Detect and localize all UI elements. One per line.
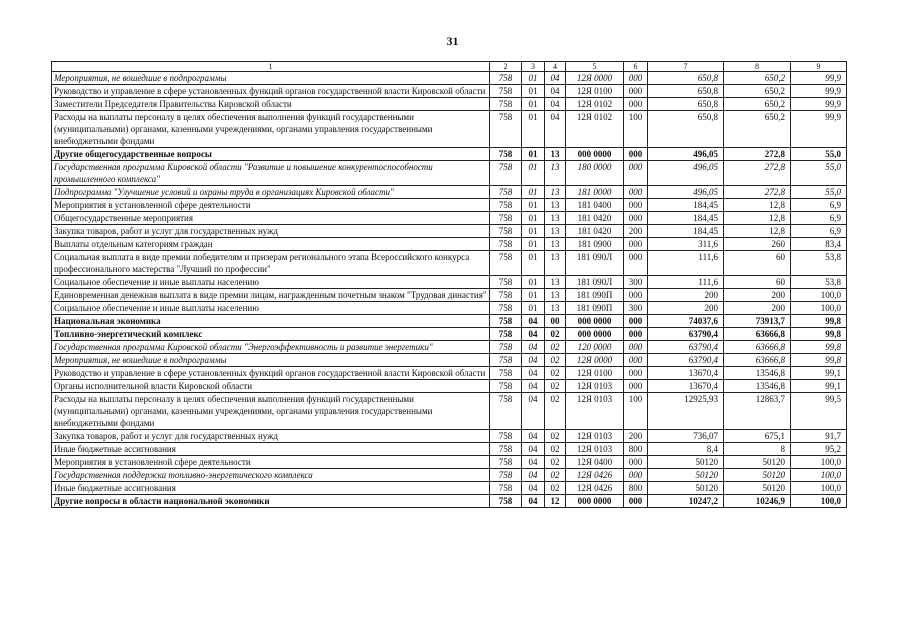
row-code-article: 12Я 0102 [566,111,624,148]
row-value-plan: 184,45 [648,212,724,225]
row-description: Выплаты отдельным категориям граждан [52,238,490,251]
table-row [52,302,847,315]
row-value-actual: 12,8 [724,199,791,212]
row-code-subsection: 02 [545,328,566,341]
row-value-actual: 12,8 [724,225,791,238]
row-code-ministry: 758 [490,354,522,367]
row-code-expense-type: 000 [624,380,648,393]
row-value-percent: 53,8 [791,276,847,289]
row-code-expense-type: 000 [624,212,648,225]
row-code-ministry: 758 [490,367,522,380]
row-code-ministry: 758 [490,98,522,111]
table-row [52,85,847,98]
row-code-article: 12Я 0103 [566,430,624,443]
row-description: Мероприятия в установленной сфере деятельности [52,199,490,212]
table-row [52,238,847,251]
row-code-ministry: 758 [490,225,522,238]
table-row [52,482,847,495]
row-value-actual: 200 [724,289,791,302]
row-code-section: 04 [522,456,545,469]
row-code-article: 181 0000 [566,186,624,199]
row-value-actual: 650,2 [724,85,791,98]
row-value-actual: 50120 [724,482,791,495]
row-code-article: 12Я 0100 [566,85,624,98]
row-code-expense-type: 000 [624,456,648,469]
row-code-article: 120 0000 [566,341,624,354]
header-cell: 9 [791,62,847,72]
row-code-subsection: 12 [545,495,566,508]
row-code-ministry: 758 [490,469,522,482]
row-description: Органы исполнительной власти Кировской области [52,380,490,393]
row-value-actual: 675,1 [724,430,791,443]
row-value-plan: 8,4 [648,443,724,456]
row-value-actual: 60 [724,276,791,289]
row-value-percent: 99,1 [791,380,847,393]
table-row [52,148,847,161]
table-row [52,443,847,456]
table-row [52,98,847,111]
row-value-actual: 63666,8 [724,354,791,367]
table-row [52,393,847,430]
row-value-percent: 55,0 [791,161,847,186]
row-code-section: 01 [522,111,545,148]
table-row [52,456,847,469]
row-code-article: 181 090П [566,302,624,315]
row-code-subsection: 02 [545,341,566,354]
row-value-plan: 63790,4 [648,341,724,354]
row-code-section: 01 [522,225,545,238]
table-row [52,380,847,393]
row-code-section: 01 [522,85,545,98]
row-code-expense-type: 300 [624,302,648,315]
row-description: Государственная программа Кировской области "Развитие и повышение конкурентоспособности промышленного комплекса" [52,161,490,186]
row-value-percent: 100,0 [791,495,847,508]
row-value-actual: 50120 [724,469,791,482]
row-code-ministry: 758 [490,199,522,212]
row-value-actual: 50120 [724,456,791,469]
row-code-section: 01 [522,72,545,85]
row-value-actual: 12863,7 [724,393,791,430]
row-description: Другие вопросы в области национальной экономики [52,495,490,508]
row-code-expense-type: 000 [624,341,648,354]
row-description: Иные бюджетные ассигнования [52,482,490,495]
row-value-plan: 13670,4 [648,380,724,393]
row-code-expense-type: 100 [624,393,648,430]
row-code-expense-type: 000 [624,495,648,508]
row-code-subsection: 04 [545,72,566,85]
row-code-expense-type: 000 [624,161,648,186]
row-value-actual: 10246,9 [724,495,791,508]
header-cell: 7 [648,62,724,72]
row-code-subsection: 02 [545,354,566,367]
row-value-plan: 50120 [648,456,724,469]
row-code-expense-type: 200 [624,225,648,238]
row-code-subsection: 02 [545,469,566,482]
row-code-expense-type: 300 [624,276,648,289]
row-value-percent: 99,9 [791,72,847,85]
row-code-article: 12Я 0400 [566,456,624,469]
row-code-article: 181 090П [566,289,624,302]
row-code-expense-type: 000 [624,367,648,380]
row-value-percent: 55,0 [791,148,847,161]
row-code-subsection: 13 [545,276,566,289]
row-code-subsection: 04 [545,85,566,98]
header-cell: 3 [522,62,545,72]
row-code-section: 04 [522,482,545,495]
row-code-article: 12Я 0426 [566,469,624,482]
row-code-ministry: 758 [490,212,522,225]
row-code-ministry: 758 [490,72,522,85]
row-value-actual: 272,8 [724,161,791,186]
row-code-subsection: 02 [545,443,566,456]
row-code-ministry: 758 [490,289,522,302]
row-code-subsection: 13 [545,161,566,186]
row-code-section: 01 [522,148,545,161]
row-value-plan: 184,45 [648,199,724,212]
table-row [52,161,847,186]
row-code-article: 181 090Л [566,276,624,289]
row-description: Закупка товаров, работ и услуг для государственных нужд [52,225,490,238]
row-value-actual: 13546,8 [724,380,791,393]
row-description: Другие общегосударственные вопросы [52,148,490,161]
row-code-expense-type: 100 [624,111,648,148]
table-row [52,276,847,289]
row-code-expense-type: 000 [624,148,648,161]
table-row [52,72,847,85]
row-value-percent: 6,9 [791,225,847,238]
row-value-plan: 10247,2 [648,495,724,508]
row-code-section: 04 [522,341,545,354]
row-code-article: 181 0420 [566,212,624,225]
row-code-expense-type: 000 [624,98,648,111]
row-code-article: 12Я 0102 [566,98,624,111]
row-code-expense-type: 000 [624,238,648,251]
header-cell: 2 [490,62,522,72]
header-cell: 4 [545,62,566,72]
row-code-section: 04 [522,380,545,393]
row-value-actual: 13546,8 [724,367,791,380]
table-row [52,367,847,380]
row-code-article: 12Я 0103 [566,443,624,456]
row-description: Государственная поддержка топливно-энергетического комплекса [52,469,490,482]
row-code-ministry: 758 [490,186,522,199]
row-code-expense-type: 000 [624,315,648,328]
row-value-percent: 99,8 [791,341,847,354]
row-value-actual: 272,8 [724,148,791,161]
row-description: Руководство и управление в сфере установленных функций органов государственной власти Кировской области [52,367,490,380]
row-value-actual: 73913,7 [724,315,791,328]
row-code-subsection: 02 [545,367,566,380]
header-cell: 5 [566,62,624,72]
row-description: Иные бюджетные ассигнования [52,443,490,456]
header-cell: 6 [624,62,648,72]
row-value-plan: 12925,93 [648,393,724,430]
row-code-expense-type: 800 [624,482,648,495]
row-value-plan: 50120 [648,469,724,482]
row-description: Социальное обеспечение и иные выплаты населению [52,302,490,315]
row-value-plan: 74037,6 [648,315,724,328]
table-row [52,495,847,508]
row-code-expense-type: 000 [624,72,648,85]
row-code-article: 181 0400 [566,199,624,212]
table-row [52,328,847,341]
row-code-subsection: 02 [545,430,566,443]
table-body [52,62,847,508]
row-value-actual: 63666,8 [724,328,791,341]
header-cell: 8 [724,62,791,72]
row-code-article: 12Я 0000 [566,72,624,85]
row-description: Мероприятия в установленной сфере деятельности [52,456,490,469]
row-code-section: 01 [522,212,545,225]
row-code-expense-type: 000 [624,199,648,212]
row-value-actual: 650,2 [724,72,791,85]
row-code-ministry: 758 [490,443,522,456]
row-code-ministry: 758 [490,328,522,341]
row-description: Закупка товаров, работ и услуг для государственных нужд [52,430,490,443]
row-description: Мероприятия, не вошедшие в подпрограммы [52,72,490,85]
row-code-ministry: 758 [490,161,522,186]
row-code-article: 12Я 0426 [566,482,624,495]
row-code-ministry: 758 [490,111,522,148]
table-row [52,354,847,367]
page-number: 31 [446,34,459,48]
row-value-percent: 55,0 [791,186,847,199]
row-code-expense-type: 000 [624,469,648,482]
row-value-plan: 13670,4 [648,367,724,380]
row-code-subsection: 04 [545,98,566,111]
row-description: Мероприятия, не вошедшие в подпрограммы [52,354,490,367]
row-code-ministry: 758 [490,393,522,430]
row-value-percent: 100,0 [791,456,847,469]
row-code-ministry: 758 [490,495,522,508]
row-code-article: 180 0000 [566,161,624,186]
table-row [52,315,847,328]
row-code-expense-type: 000 [624,85,648,98]
row-code-expense-type: 000 [624,328,648,341]
row-value-plan: 50120 [648,482,724,495]
row-code-article: 12Я 0103 [566,393,624,430]
row-code-section: 01 [522,199,545,212]
row-code-section: 01 [522,161,545,186]
row-code-ministry: 758 [490,148,522,161]
row-code-ministry: 758 [490,482,522,495]
row-code-article: 12Я 0000 [566,354,624,367]
row-code-expense-type: 000 [624,251,648,276]
row-code-subsection: 13 [545,238,566,251]
row-code-section: 01 [522,186,545,199]
row-value-percent: 99,5 [791,393,847,430]
table-row [52,212,847,225]
row-value-plan: 650,8 [648,72,724,85]
row-description: Расходы на выплаты персоналу в целях обеспечения выполнения функций государственными (муниципальными) органами, казенными учреждениями, органами управления государственными внебюджетными фондами [52,393,490,430]
row-description: Единовременная денежная выплата в виде премии лицам, награжденным почетным знаком "Трудовая династия" [52,289,490,302]
row-value-percent: 100,0 [791,469,847,482]
row-value-percent: 99,9 [791,98,847,111]
row-code-subsection: 13 [545,186,566,199]
table-row [52,186,847,199]
row-description: Социальная выплата в виде премии победителям и призерам регионального этапа Всероссийского конкурса профессионального мастерства "Лучший по профессии" [52,251,490,276]
row-code-section: 04 [522,393,545,430]
row-code-expense-type: 800 [624,443,648,456]
row-value-percent: 91,7 [791,430,847,443]
row-value-plan: 200 [648,289,724,302]
row-code-section: 04 [522,328,545,341]
row-code-expense-type: 000 [624,289,648,302]
row-description: Заместители Председателя Правительства Кировской области [52,98,490,111]
row-description: Социальное обеспечение и иные выплаты населению [52,276,490,289]
row-code-article: 000 0000 [566,495,624,508]
table-row [52,225,847,238]
row-value-percent: 6,9 [791,199,847,212]
table-row [52,341,847,354]
row-value-plan: 184,45 [648,225,724,238]
row-code-article: 12Я 0103 [566,380,624,393]
table-row [52,430,847,443]
header-row [52,62,847,72]
row-value-percent: 99,9 [791,111,847,148]
row-description: Общегосударственные мероприятия [52,212,490,225]
row-code-article: 000 0000 [566,148,624,161]
row-code-section: 04 [522,495,545,508]
row-description: Подпрограмма "Улучшение условий и охраны труда в организациях Кировской области" [52,186,490,199]
row-code-subsection: 00 [545,315,566,328]
row-code-article: 000 0000 [566,328,624,341]
row-code-article: 000 0000 [566,315,624,328]
row-code-section: 04 [522,443,545,456]
row-description: Топливно-энергетический комплекс [52,328,490,341]
row-value-plan: 736,07 [648,430,724,443]
row-value-percent: 6,9 [791,212,847,225]
row-value-plan: 496,05 [648,148,724,161]
row-code-subsection: 13 [545,251,566,276]
row-code-ministry: 758 [490,380,522,393]
row-code-section: 01 [522,238,545,251]
row-value-percent: 53,8 [791,251,847,276]
row-value-percent: 100,0 [791,289,847,302]
row-value-actual: 650,2 [724,111,791,148]
table-row [52,469,847,482]
row-description: Государственная программа Кировской области "Энергоэффективность и развитие энергетики" [52,341,490,354]
row-code-article: 181 0420 [566,225,624,238]
table-row [52,199,847,212]
row-value-plan: 63790,4 [648,354,724,367]
row-value-percent: 99,8 [791,328,847,341]
row-value-actual: 60 [724,251,791,276]
row-description: Национальная экономика [52,315,490,328]
row-value-plan: 311,6 [648,238,724,251]
table-row [52,289,847,302]
row-value-actual: 260 [724,238,791,251]
row-code-subsection: 13 [545,212,566,225]
row-code-section: 01 [522,302,545,315]
row-value-plan: 650,8 [648,98,724,111]
row-value-percent: 95,2 [791,443,847,456]
row-code-section: 01 [522,98,545,111]
row-value-percent: 99,1 [791,367,847,380]
row-code-ministry: 758 [490,341,522,354]
row-value-actual: 272,8 [724,186,791,199]
row-code-subsection: 13 [545,289,566,302]
row-code-article: 181 0900 [566,238,624,251]
row-code-expense-type: 000 [624,354,648,367]
row-code-ministry: 758 [490,238,522,251]
row-value-actual: 12,8 [724,212,791,225]
row-code-subsection: 13 [545,225,566,238]
budget-table [51,61,847,508]
row-code-subsection: 13 [545,199,566,212]
row-code-subsection: 04 [545,111,566,148]
row-code-article: 181 090Л [566,251,624,276]
table-row [52,251,847,276]
row-value-plan: 496,05 [648,161,724,186]
row-value-plan: 111,6 [648,251,724,276]
row-value-percent: 83,4 [791,238,847,251]
header-cell: 1 [52,62,490,72]
row-value-percent: 100,0 [791,302,847,315]
row-value-plan: 496,05 [648,186,724,199]
row-code-subsection: 02 [545,380,566,393]
row-code-section: 04 [522,430,545,443]
row-code-ministry: 758 [490,251,522,276]
row-code-ministry: 758 [490,302,522,315]
row-value-actual: 8 [724,443,791,456]
row-code-subsection: 02 [545,456,566,469]
row-value-plan: 200 [648,302,724,315]
row-value-actual: 650,2 [724,98,791,111]
row-code-section: 01 [522,251,545,276]
row-value-percent: 99,8 [791,354,847,367]
row-code-section: 04 [522,315,545,328]
row-code-expense-type: 200 [624,430,648,443]
row-code-subsection: 13 [545,148,566,161]
row-code-expense-type: 000 [624,186,648,199]
row-code-subsection: 02 [545,393,566,430]
row-value-actual: 200 [724,302,791,315]
row-code-ministry: 758 [490,85,522,98]
row-code-ministry: 758 [490,315,522,328]
row-value-plan: 111,6 [648,276,724,289]
row-code-section: 01 [522,276,545,289]
row-code-section: 04 [522,367,545,380]
row-value-plan: 650,8 [648,111,724,148]
row-code-subsection: 13 [545,302,566,315]
row-code-section: 04 [522,469,545,482]
row-code-ministry: 758 [490,430,522,443]
row-description: Расходы на выплаты персоналу в целях обеспечения выполнения функций государственными (муниципальными) органами, казенными учреждениями, органами управления государственными внебюджетными фондами [52,111,490,148]
row-value-percent: 99,8 [791,315,847,328]
row-code-ministry: 758 [490,276,522,289]
row-value-plan: 63790,4 [648,328,724,341]
row-code-ministry: 758 [490,456,522,469]
row-code-section: 01 [522,289,545,302]
table-row [52,111,847,148]
row-value-percent: 100,0 [791,482,847,495]
row-code-section: 04 [522,354,545,367]
row-code-subsection: 02 [545,482,566,495]
row-value-actual: 63666,8 [724,341,791,354]
row-value-plan: 650,8 [648,85,724,98]
row-value-percent: 99,9 [791,85,847,98]
row-description: Руководство и управление в сфере установленных функций органов государственной власти Кировской области [52,85,490,98]
row-code-article: 12Я 0100 [566,367,624,380]
